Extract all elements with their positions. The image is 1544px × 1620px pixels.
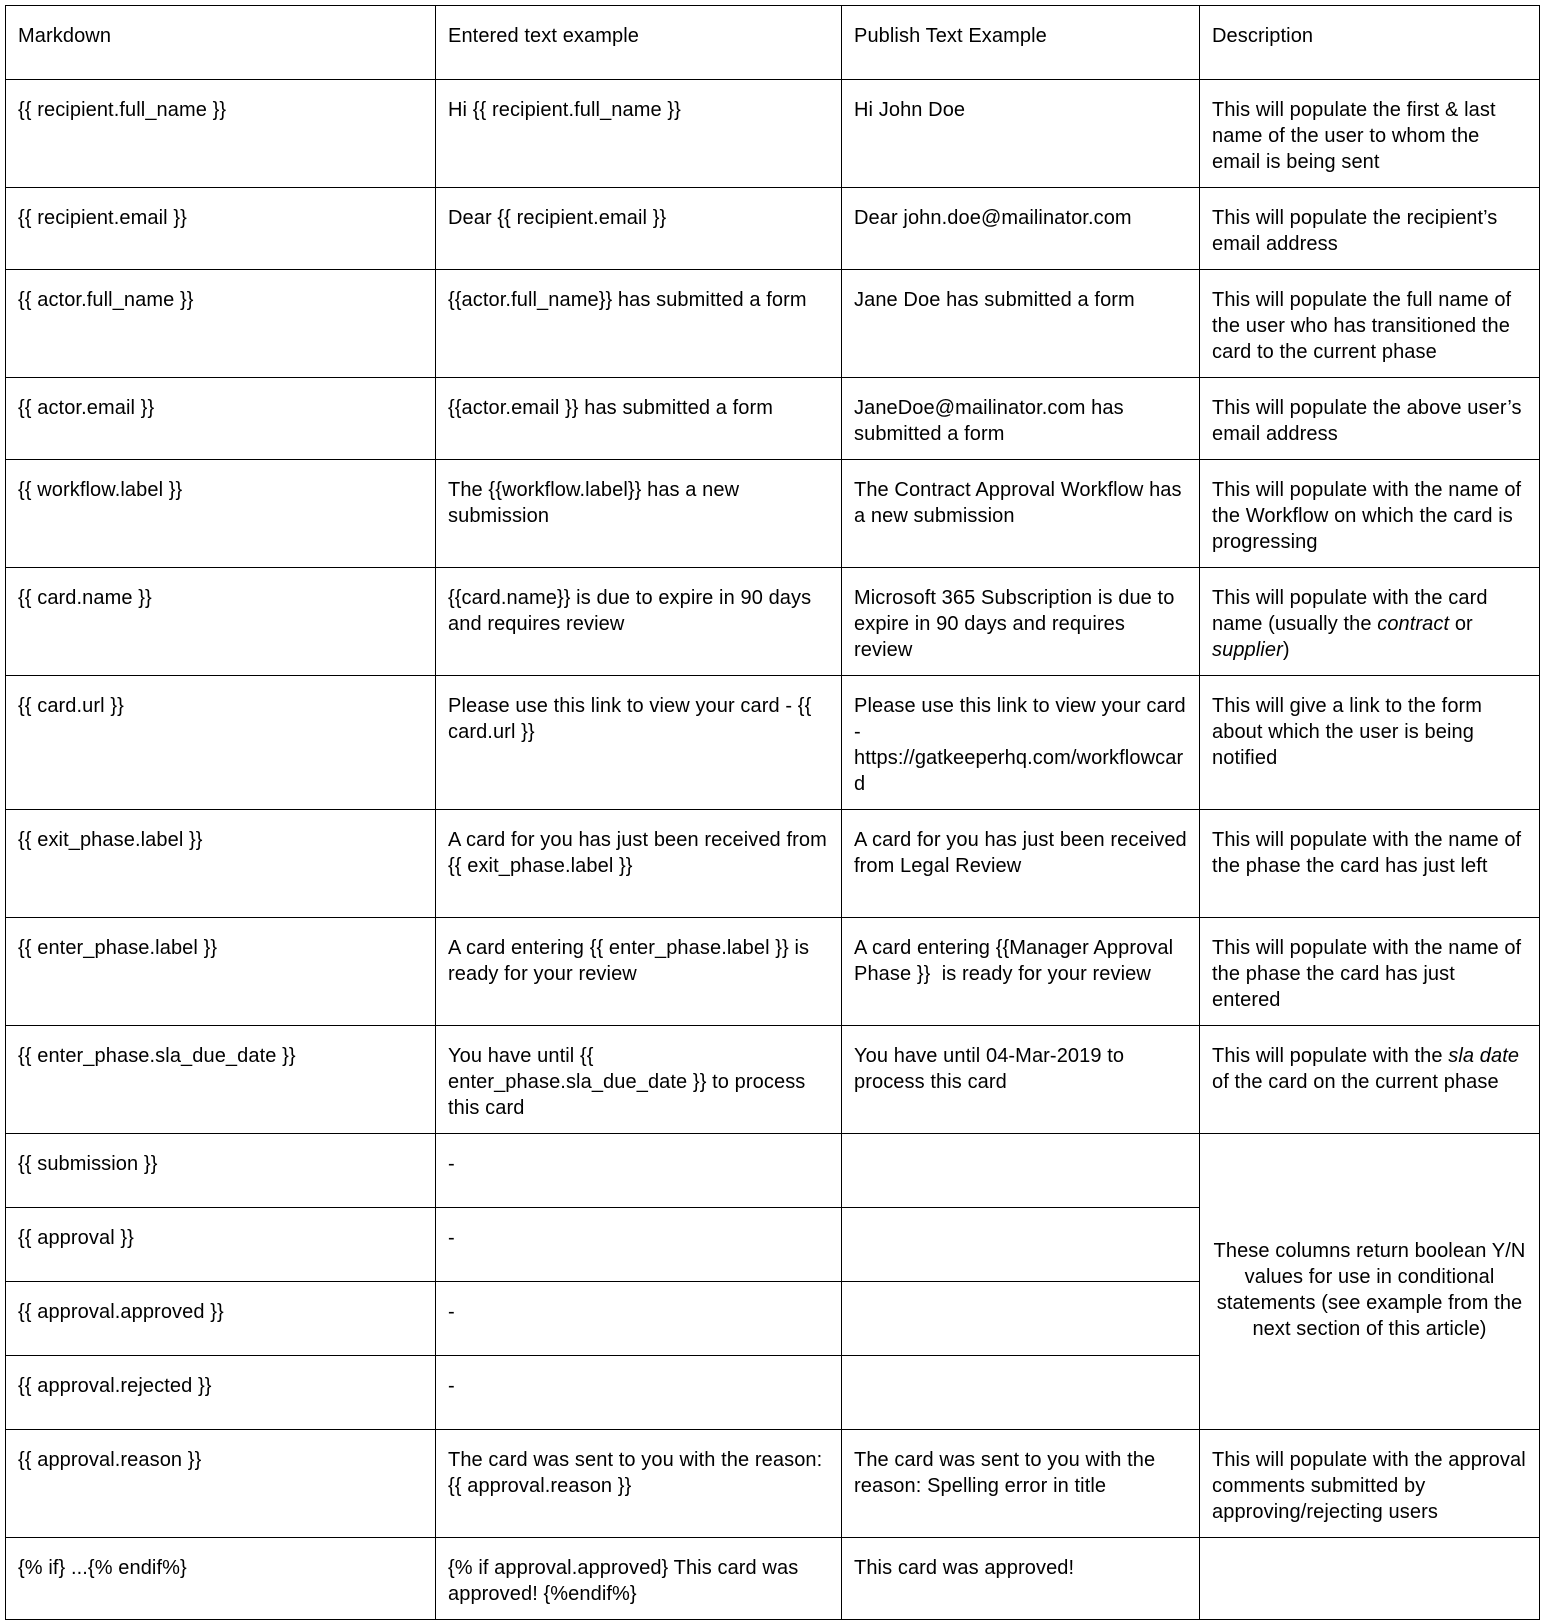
publish-text-cell: Jane Doe has submitted a form: [842, 270, 1200, 378]
description-cell: This will populate the first & last name of the user to whom the email is being sent: [1200, 80, 1540, 188]
markdown-cell: {{ approval }}: [6, 1208, 436, 1282]
table-row: [6, 1134, 1540, 1208]
description-cell: This will populate with the approval comments submitted by approving/rejecting users: [1200, 1430, 1540, 1538]
markdown-cell: {{ submission }}: [6, 1134, 436, 1208]
publish-text-cell: [842, 1134, 1200, 1208]
entered-text-cell: -: [436, 1356, 842, 1430]
table-row: [6, 460, 1540, 568]
table-row: [6, 810, 1540, 918]
description-cell: This will give a link to the form about which the user is being notified: [1200, 676, 1540, 810]
publish-text-cell: A card entering {{Manager Approval Phase }} is ready for your review: [842, 918, 1200, 1026]
markdown-cell: {{ exit_phase.label }}: [6, 810, 436, 918]
publish-text-cell: Please use this link to view your card - https://gatkeeperhq.com/workflowcard: [842, 676, 1200, 810]
entered-text-cell: Hi {{ recipient.full_name }}: [436, 80, 842, 188]
merged-description-cell: These columns return boolean Y/N values for use in conditional statements (see example from the next section of this article): [1200, 1134, 1540, 1430]
description-emphasis: sla date: [1448, 1045, 1520, 1067]
table-row: [6, 378, 1540, 460]
markdown-cell: {{ workflow.label }}: [6, 460, 436, 568]
markdown-cell: {{ recipient.full_name }}: [6, 80, 436, 188]
table-row: [6, 1026, 1540, 1134]
publish-text-cell: [842, 1356, 1200, 1430]
header-markdown: Markdown: [6, 6, 436, 80]
publish-text-cell: Hi John Doe: [842, 80, 1200, 188]
markdown-cell: {{ enter_phase.label }}: [6, 918, 436, 1026]
markdown-cell: {{ approval.approved }}: [6, 1282, 436, 1356]
entered-text-cell: A card for you has just been received from {{ exit_phase.label }}: [436, 810, 842, 918]
publish-text-cell: Dear john.doe@mailinator.com: [842, 188, 1200, 270]
table-row: [6, 188, 1540, 270]
description-text: ): [1282, 639, 1290, 661]
description-text: of the card on the current phase: [1212, 1071, 1499, 1093]
markdown-cell: {{ card.url }}: [6, 676, 436, 810]
markdown-cell: {{ recipient.email }}: [6, 188, 436, 270]
table-row: [6, 676, 1540, 810]
description-text: or: [1449, 613, 1473, 635]
table-row: [6, 270, 1540, 378]
table-row: [6, 1430, 1540, 1538]
table-row: [6, 1538, 1540, 1620]
description-emphasis: contract: [1377, 613, 1450, 635]
publish-text-cell: JaneDoe@mailinator.com has submitted a form: [842, 378, 1200, 460]
description-text: This will populate with the: [1212, 1045, 1449, 1067]
entered-text-cell: {% if approval.approved} This card was approved! {%endif%}: [436, 1538, 842, 1620]
markdown-cell: {% if} ...{% endif%}: [6, 1538, 436, 1620]
markdown-cell: {{ actor.email }}: [6, 378, 436, 460]
entered-text-cell: Dear {{ recipient.email }}: [436, 188, 842, 270]
table-row: [6, 80, 1540, 188]
markdown-cell: {{ enter_phase.sla_due_date }}: [6, 1026, 436, 1134]
markdown-cell: {{ approval.reason }}: [6, 1430, 436, 1538]
markdown-cell: {{ approval.rejected }}: [6, 1356, 436, 1430]
description-cell: This will populate the recipient’s email address: [1200, 188, 1540, 270]
description-cell: This will populate the full name of the user who has transitioned the card to the current phase: [1200, 270, 1540, 378]
entered-text-cell: -: [436, 1282, 842, 1356]
publish-text-cell: Microsoft 365 Subscription is due to expire in 90 days and requires review: [842, 568, 1200, 676]
entered-text-cell: Please use this link to view your card - {{ card.url }}: [436, 676, 842, 810]
header-description: Description: [1200, 6, 1540, 80]
header-row: [6, 6, 1540, 80]
entered-text-cell: A card entering {{ enter_phase.label }} is ready for your review: [436, 918, 842, 1026]
publish-text-cell: A card for you has just been received from Legal Review: [842, 810, 1200, 918]
description-cell: This will populate with the name of the phase the card has just entered: [1200, 918, 1540, 1026]
description-cell: [1200, 568, 1540, 676]
publish-text-cell: The card was sent to you with the reason: Spelling error in title: [842, 1430, 1200, 1538]
entered-text-cell: The {{workflow.label}} has a new submission: [436, 460, 842, 568]
markdown-reference-table: [5, 5, 1540, 1620]
description-cell: This will populate the above user’s email address: [1200, 378, 1540, 460]
publish-text-cell: You have until 04-Mar-2019 to process this card: [842, 1026, 1200, 1134]
header-publish-text-example: Publish Text Example: [842, 6, 1200, 80]
table-row: [6, 568, 1540, 676]
entered-text-cell: You have until {{ enter_phase.sla_due_date }} to process this card: [436, 1026, 842, 1134]
entered-text-cell: The card was sent to you with the reason: {{ approval.reason }}: [436, 1430, 842, 1538]
entered-text-cell: {{actor.email }} has submitted a form: [436, 378, 842, 460]
entered-text-cell: -: [436, 1134, 842, 1208]
markdown-cell: {{ card.name }}: [6, 568, 436, 676]
description-cell: This will populate with the name of the phase the card has just left: [1200, 810, 1540, 918]
publish-text-cell: [842, 1282, 1200, 1356]
publish-text-cell: The Contract Approval Workflow has a new submission: [842, 460, 1200, 568]
table-row: [6, 918, 1540, 1026]
description-cell: This will populate with the name of the Workflow on which the card is progressing: [1200, 460, 1540, 568]
description-cell: [1200, 1538, 1540, 1620]
header-entered-text-example: Entered text example: [436, 6, 842, 80]
description-text: This will populate with the card name (usually the: [1212, 587, 1488, 635]
description-cell: [1200, 1026, 1540, 1134]
markdown-cell: {{ actor.full_name }}: [6, 270, 436, 378]
publish-text-cell: [842, 1208, 1200, 1282]
entered-text-cell: {{card.name}} is due to expire in 90 days and requires review: [436, 568, 842, 676]
publish-text-cell: This card was approved!: [842, 1538, 1200, 1620]
entered-text-cell: -: [436, 1208, 842, 1282]
description-emphasis: supplier: [1212, 639, 1283, 661]
entered-text-cell: {{actor.full_name}} has submitted a form: [436, 270, 842, 378]
